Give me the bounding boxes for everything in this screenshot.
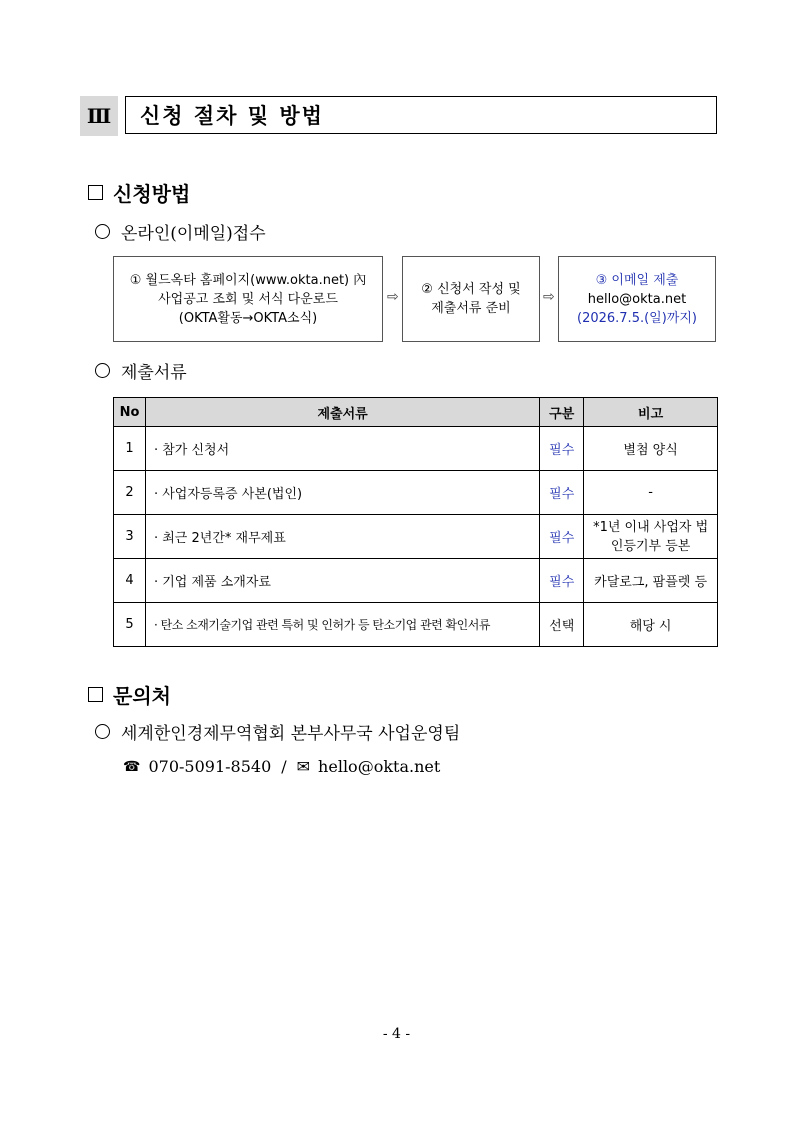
cell-note: - xyxy=(584,471,718,515)
online-heading-text: 온라인(이메일)접수 xyxy=(121,224,266,244)
cell-no: 3 xyxy=(114,515,146,559)
circle-bullet-icon xyxy=(95,224,110,239)
cell-doc: · 최근 2년간* 재무제표 xyxy=(145,515,539,559)
col-header-note: 비고 xyxy=(584,398,718,427)
section-number: Ⅲ xyxy=(80,96,118,136)
cell-note: 별첨 양식 xyxy=(584,427,718,471)
cell-doc: · 사업자등록증 사본(법인) xyxy=(145,471,539,515)
contact-email[interactable]: hello@okta.net xyxy=(318,757,441,776)
docs-heading-text: 제출서류 xyxy=(121,363,187,383)
process-step-3 xyxy=(558,256,716,342)
online-heading xyxy=(95,219,266,244)
col-header-no: No xyxy=(114,398,146,427)
col-header-doc: 제출서류 xyxy=(145,398,539,427)
table-row xyxy=(114,603,718,647)
process-step-1 xyxy=(113,256,383,342)
cell-no: 5 xyxy=(114,603,146,647)
page-number: - 4 - xyxy=(382,1026,411,1042)
cell-doc: · 탄소 소재기술기업 관련 특허 및 인허가 등 탄소기업 관련 확인서류 xyxy=(145,603,539,647)
cell-type: 선택 xyxy=(540,603,584,647)
table-row xyxy=(114,427,718,471)
mail-icon: ✉ xyxy=(296,757,311,776)
arrow-right-icon: ⇨ xyxy=(543,289,555,305)
cell-no: 1 xyxy=(114,427,146,471)
table-row xyxy=(114,515,718,559)
cell-no: 2 xyxy=(114,471,146,515)
cell-type: 필수 xyxy=(540,427,584,471)
phone-icon: ☎ xyxy=(123,758,141,775)
step1-line3: (OKTA활동→OKTA소식) xyxy=(178,310,318,326)
contact-org xyxy=(95,719,460,744)
apply-heading xyxy=(88,178,190,207)
contact-heading-text: 문의처 xyxy=(113,684,171,708)
cell-no: 4 xyxy=(114,559,146,603)
step1-line1: ① 월드옥타 홈페이지(www.okta.net) 內 xyxy=(129,272,367,288)
circle-bullet-icon xyxy=(95,363,110,378)
cell-type: 필수 xyxy=(540,559,584,603)
step2-line2: 제출서류 준비 xyxy=(431,301,511,316)
table-row xyxy=(114,471,718,515)
cell-note: *1년 이내 사업자 법인등기부 등본 xyxy=(584,515,718,559)
step3-email: hello@okta.net xyxy=(587,291,687,307)
section-title: 신청 절차 및 방법 xyxy=(125,96,717,134)
step1-line2: 사업공고 조회 및 서식 다운로드 xyxy=(158,291,338,307)
documents-table xyxy=(113,397,718,647)
step3-deadline: (2026.7.5.(일)까지) xyxy=(577,310,697,326)
contact-line xyxy=(123,757,440,776)
contact-org-text: 세계한인경제무역협회 본부사무국 사업운영팀 xyxy=(121,724,461,744)
step2-line1: ② 신청서 작성 및 xyxy=(421,282,521,297)
cell-doc: · 참가 신청서 xyxy=(145,427,539,471)
contact-phone: 070-5091-8540 xyxy=(148,757,272,776)
apply-heading-text: 신청방법 xyxy=(113,182,191,206)
cell-doc: · 기업 제품 소개자료 xyxy=(145,559,539,603)
contact-separator: / xyxy=(281,757,287,776)
table-row xyxy=(114,559,718,603)
cell-note: 해당 시 xyxy=(584,603,718,647)
step3-line1: ③ 이메일 제출 xyxy=(595,272,679,288)
arrow-right-icon: ⇨ xyxy=(387,289,399,305)
square-bullet-icon xyxy=(88,185,103,200)
cell-type: 필수 xyxy=(540,515,584,559)
contact-heading xyxy=(88,680,171,709)
cell-note: 카달로그, 팜플렛 등 xyxy=(584,559,718,603)
process-step-2 xyxy=(402,256,540,342)
circle-bullet-icon xyxy=(95,724,110,739)
docs-heading xyxy=(95,358,187,383)
cell-type: 필수 xyxy=(540,471,584,515)
square-bullet-icon xyxy=(88,687,103,702)
table-header-row xyxy=(114,398,718,427)
col-header-type: 구분 xyxy=(540,398,584,427)
